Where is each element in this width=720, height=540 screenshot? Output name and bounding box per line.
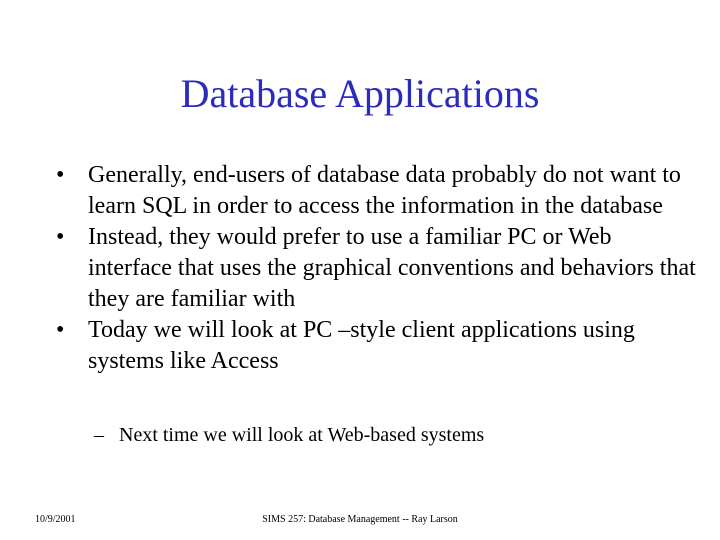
sub-bullet-marker: – xyxy=(94,424,104,446)
bullet-marker: • xyxy=(56,224,65,250)
bullet-item xyxy=(56,160,696,222)
bullet-list xyxy=(56,160,696,377)
bullet-text: Instead, they would prefer to use a familiar PC or Web interface that uses the graphical conventions and behaviors that they are familiar with xyxy=(88,224,696,312)
sub-bullet-text: Next time we will look at Web-based systems xyxy=(119,424,485,446)
sub-bullet-item xyxy=(94,422,694,448)
bullet-text: Generally, end-users of database data probably do not want to learn SQL in order to access the information in the database xyxy=(88,162,681,219)
slide-title: Database Applications xyxy=(180,71,540,116)
bullet-text: Today we will look at PC –style client applications using systems like Access xyxy=(88,317,635,374)
bullet-marker: • xyxy=(56,162,65,188)
footer-date: 10/9/2001 xyxy=(35,514,76,525)
bullet-item xyxy=(56,315,696,377)
bullet-item xyxy=(56,222,696,315)
bullet-marker: • xyxy=(56,317,65,343)
footer-course: SIMS 257: Database Management -- Ray Larson xyxy=(262,514,458,525)
sub-bullet-list xyxy=(94,422,694,448)
